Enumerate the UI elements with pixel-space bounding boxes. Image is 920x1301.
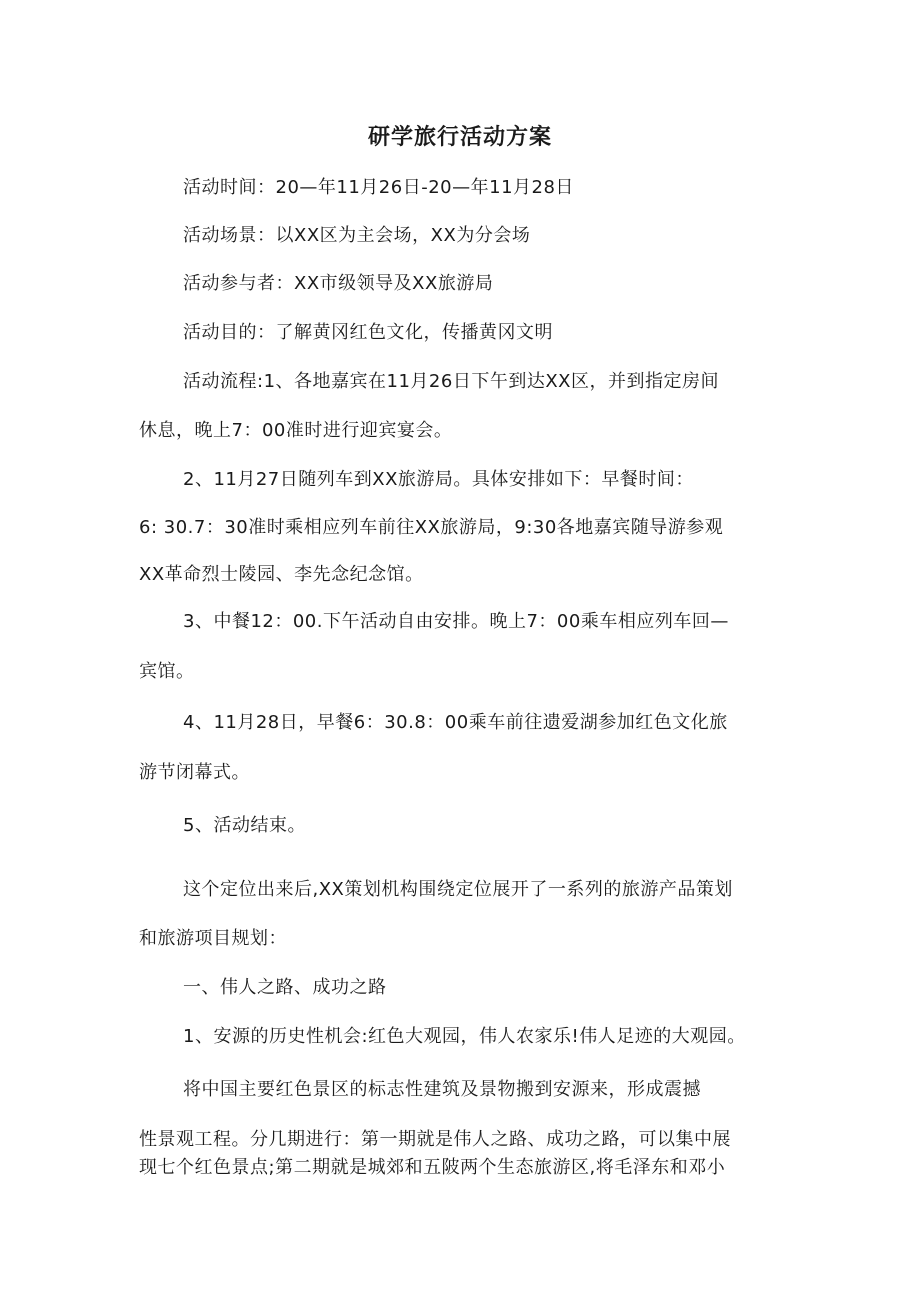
paragraph-anyuan-opportunity: 1、安源的历史性机会:红色大观园，伟人农家乐!伟人足迹的大观园。 xyxy=(183,1026,746,1047)
paragraph-activity-venue: 活动场景：以XX区为主会场，XX为分会场 xyxy=(183,225,531,246)
paragraph-process-line-2: 休息，晚上7：00准时进行迎宾宴会。 xyxy=(139,420,453,441)
paragraph-process-line-1: 活动流程:1、各地嘉宾在11月26日下午到达XX区，并到指定房间 xyxy=(183,371,719,392)
paragraph-relocation-line-3: 现七个红色景点;第二期就是城郊和五陂两个生态旅游区,将毛泽东和邓小 xyxy=(139,1157,726,1178)
paragraph-step2-line-3: XX革命烈士陵园、李先念纪念馆。 xyxy=(139,564,424,585)
document-title: 研学旅行活动方案 xyxy=(367,125,552,150)
paragraph-positioning-line-1: 这个定位出来后,XX策划机构围绕定位展开了一系列的旅游产品策划 xyxy=(183,879,733,900)
paragraph-step3-line-1: 3、中餐12：00.下午活动自由安排。晚上7：00乘车相应列车回— xyxy=(183,611,729,632)
paragraph-step3-line-2: 宾馆。 xyxy=(139,661,195,682)
paragraph-activity-time: 活动时间：20—年11月26日-20—年11月28日 xyxy=(183,177,574,198)
paragraph-relocation-line-2: 性景观工程。分几期进行：第一期就是伟人之路、成功之路，可以集中展 xyxy=(139,1129,731,1150)
paragraph-positioning-line-2: 和旅游项目规划： xyxy=(139,928,287,949)
paragraph-step2-line-2: 6: 30.7：30准时乘相应列车前往XX旅游局，9:30各地嘉宾随导游参观 xyxy=(139,517,724,538)
paragraph-step4-line-1: 4、11月28日，早餐6：30.8：00乘车前往遗爱湖参加红色文化旅 xyxy=(183,712,728,733)
paragraph-relocation-line-1: 将中国主要红色景区的标志性建筑及景物搬到安源来，形成震撼 xyxy=(183,1079,701,1100)
paragraph-purpose: 活动目的：了解黄冈红色文化，传播黄冈文明 xyxy=(183,322,553,343)
paragraph-participants: 活动参与者：XX市级领导及XX旅游局 xyxy=(183,273,494,294)
section-heading-1: 一、伟人之路、成功之路 xyxy=(183,977,387,998)
paragraph-step5: 5、活动结束。 xyxy=(183,815,306,836)
paragraph-step4-line-2: 游节闭幕式。 xyxy=(139,762,250,783)
paragraph-step2-line-1: 2、11月27日随列车到XX旅游局。具体安排如下：早餐时间： xyxy=(183,469,694,490)
